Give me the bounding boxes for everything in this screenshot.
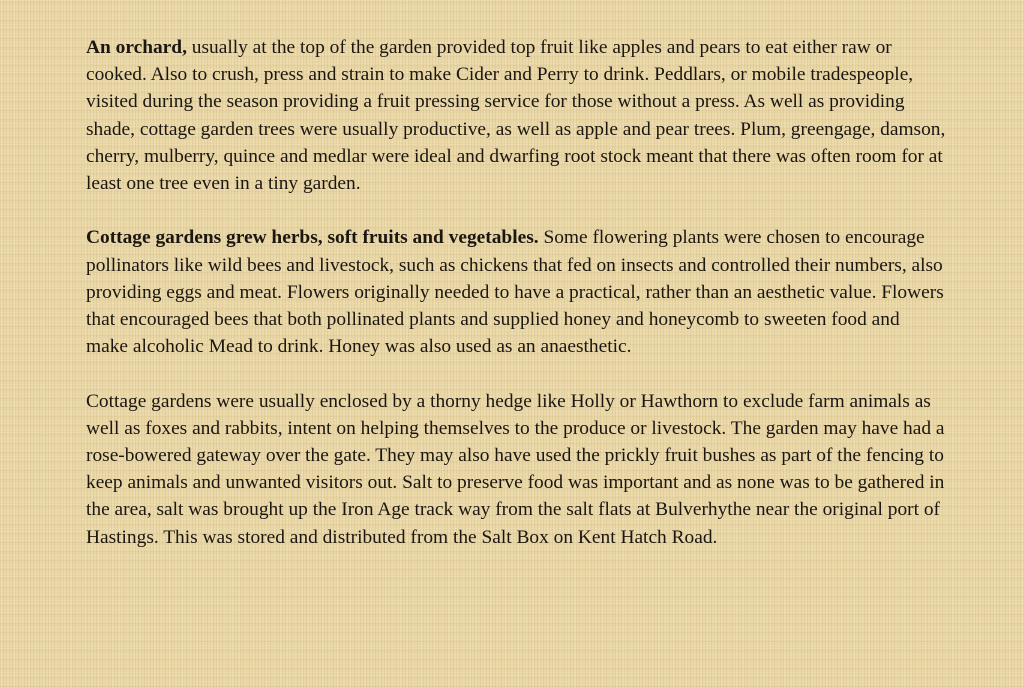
paragraph-cottage-produce: [86, 224, 946, 360]
paragraph-enclosure-salt-text: Cottage gardens were usually enclosed by a thorny hedge like Holly or Hawthorn to exclude farm animals as well as foxes and rabbits, intent on helping themselves to the produce or livestock. The garden may have had a rose-bowered gateway over the gate. They may also have used the prickly fruit bushes as part of the fencing to keep animals and unwanted visitors out. Salt to preserve food was important and as none was to be gathered in the area, salt was brought up the Iron Age track way from the salt flats at Bulverhythe near the original port of Hastings. This was stored and distributed from the Salt Box on Kent Hatch Road.: [86, 390, 945, 548]
paragraph-enclosure-salt: [86, 388, 946, 551]
document-body: [86, 34, 946, 578]
paragraph-cottage-produce-text: Some flowering plants were chosen to encourage pollinators like wild bees and livestock, such as chickens that fed on insects and controlled their numbers, also providing eggs and meat. Flowers originally needed to have a practical, rather than an aesthetic value. Flowers that encouraged bees that both pollinated plants and supplied honey and honeycomb to sweeten food and make alcoholic Mead to drink. Honey was also used as an anaesthetic.: [86, 227, 944, 358]
paragraph-orchard-lead: An orchard,: [86, 37, 187, 58]
paragraph-orchard-text: usually at the top of the garden provided top fruit like apples and pears to eat either raw or cooked. Also to crush, press and strain to make Cider and Perry to drink. Peddlars, or mobile tradespeople, visited during the season providing a fruit pressing service for those without a press. As well as providing shade, cottage garden trees were usually productive, as well as apple and pear trees. Plum, greengage, damson, cherry, mulberry, quince and medlar were ideal and dwarfing root stock meant that there was often room for at least one tree even in a tiny garden.: [86, 37, 946, 195]
paragraph-orchard: [86, 34, 946, 197]
paragraph-cottage-produce-lead: Cottage gardens grew herbs, soft fruits and vegetables.: [86, 227, 539, 249]
